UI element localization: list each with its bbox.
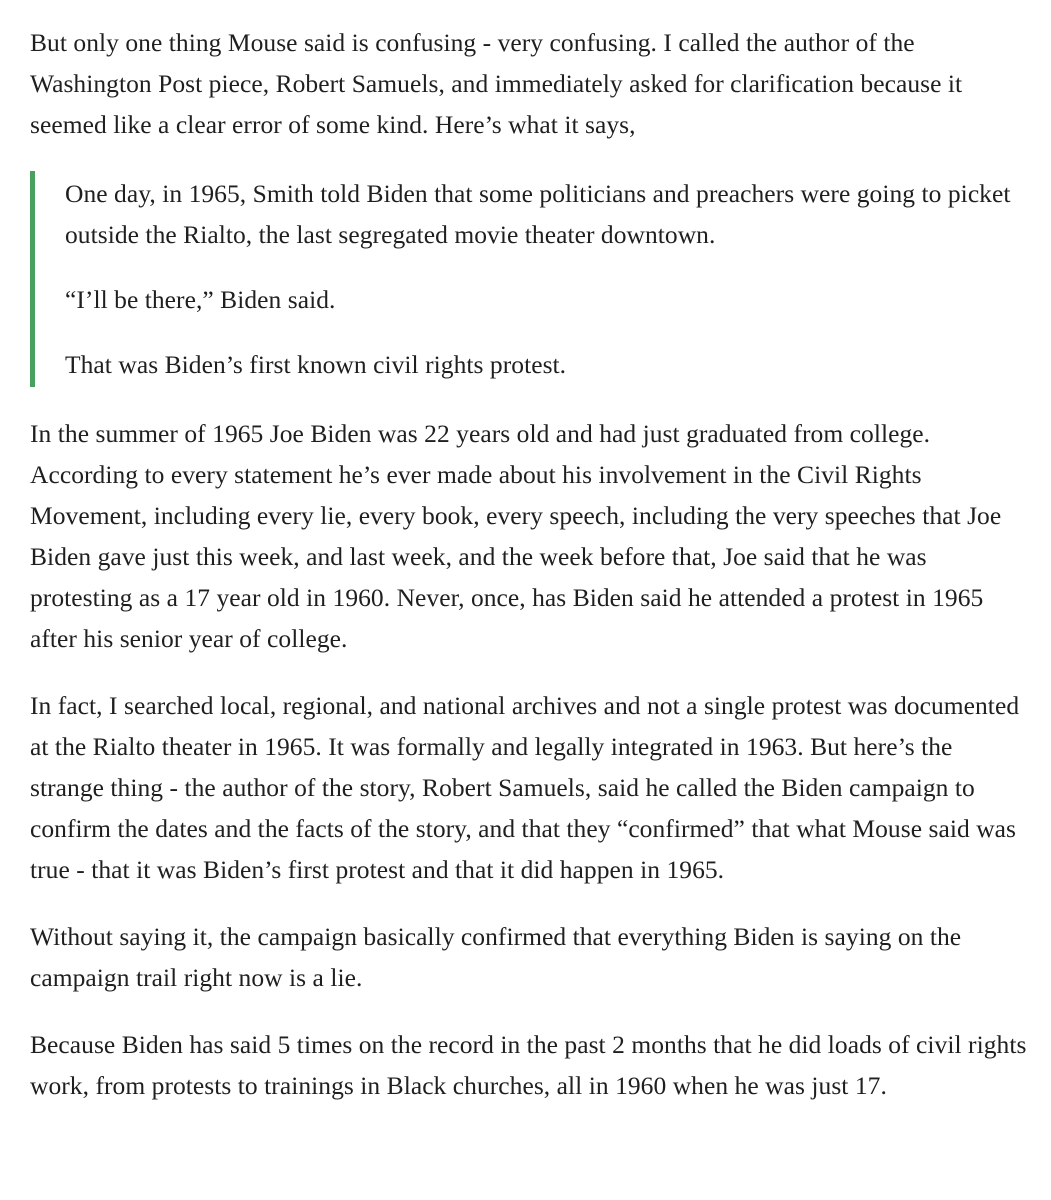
intro-paragraph: But only one thing Mouse said is confusing - very confusing. I called the author of the Washington Post piece, Robert Samuels, and immediately asked for clarification because it seemed like a clear error of some kind. Here’s what it says, — [30, 28, 963, 139]
blockquote — [30, 171, 1030, 387]
body-paragraph: Because Biden has said 5 times on the record in the past 2 months that he did loads of civil rights work, from protests to trainings in Black churches, all in 1960 when he was just 17. — [30, 1030, 1027, 1100]
blockquote-paragraph: One day, in 1965, Smith told Biden that some politicians and preachers were going to picket outside the Rialto, the last segregated movie theater downtown. — [65, 179, 1011, 249]
body-paragraph: Without saying it, the campaign basically confirmed that everything Biden is saying on the campaign trail right now is a lie. — [30, 922, 962, 992]
article-body — [30, 22, 1030, 1132]
body-paragraph: In fact, I searched local, regional, and national archives and not a single protest was documented at the Rialto theater in 1965. It was formally and legally integrated in 1963. But here’s the strange thing - the author of the story, Robert Samuels, said he called the Biden campaign to confirm the dates and the facts of the story, and that they “confirmed” that what Mouse said was true - that it was Biden’s first protest and that it did happen in 1965. — [30, 691, 1020, 884]
body-paragraph: In the summer of 1965 Joe Biden was 22 years old and had just graduated from college. According to every statement he’s ever made about his involvement in the Civil Rights Movement, including every lie, every book, every speech, including the very speeches that Joe Biden gave just this week, and last week, and the week before that, Joe said that he was protesting as a 17 year old in 1960. Never, once, has Biden said he attended a protest in 1965 after his senior year of college. — [30, 419, 1002, 653]
blockquote-paragraph: That was Biden’s first known civil rights protest. — [65, 350, 567, 379]
blockquote-paragraph: “I’ll be there,” Biden said. — [65, 285, 336, 314]
